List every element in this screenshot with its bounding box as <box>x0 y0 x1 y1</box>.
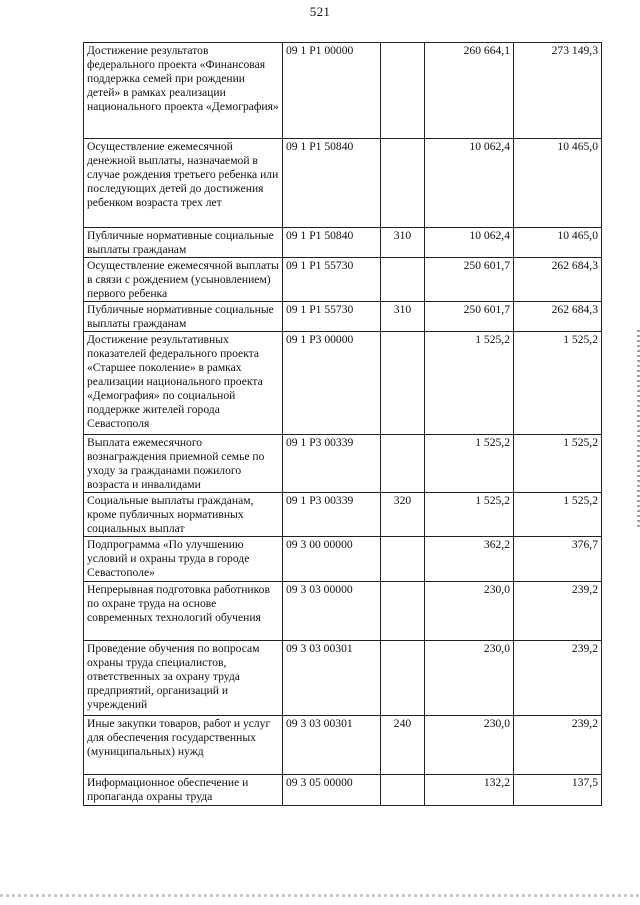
row-amount-year1: 1 525,2 <box>425 493 514 537</box>
row-amount-year1: 260 664,1 <box>425 43 514 139</box>
row-amount-year2: 1 525,2 <box>514 435 602 493</box>
row-amount-year2: 376,7 <box>514 537 602 582</box>
row-kind: 310 <box>381 302 425 332</box>
row-amount-year2: 262 684,3 <box>514 302 602 332</box>
row-kind: 310 <box>381 228 425 258</box>
row-name: Информационное обеспечение и пропаганда охраны труда <box>84 775 283 806</box>
row-amount-year1: 132,2 <box>425 775 514 806</box>
row-code: 09 3 05 00000 <box>283 775 381 806</box>
row-amount-year1: 10 062,4 <box>425 228 514 258</box>
row-amount-year1: 250 601,7 <box>425 258 514 302</box>
row-amount-year1: 250 601,7 <box>425 302 514 332</box>
table-row <box>84 258 602 302</box>
row-amount-year1: 1 525,2 <box>425 332 514 435</box>
row-amount-year2: 137,5 <box>514 775 602 806</box>
row-name: Подпрограмма «По улучшению условий и охраны труда в городе Севастополе» <box>84 537 283 582</box>
row-amount-year2: 10 465,0 <box>514 139 602 228</box>
row-amount-year1: 1 525,2 <box>425 435 514 493</box>
row-name: Социальные выплаты гражданам, кроме публичных нормативных социальных выплат <box>84 493 283 537</box>
row-code: 09 1 P1 00000 <box>283 43 381 139</box>
row-amount-year2: 262 684,3 <box>514 258 602 302</box>
row-name: Проведение обучения по вопросам охраны труда специалистов, ответственных за охрану труда предприятий, организаций и учреждений <box>84 641 283 716</box>
row-code: 09 1 P1 50840 <box>283 139 381 228</box>
budget-table <box>83 42 602 806</box>
row-name: Иные закупки товаров, работ и услуг для обеспечения государственных (муниципальных) нужд <box>84 716 283 775</box>
table-row <box>84 775 602 806</box>
row-code: 09 1 P3 00339 <box>283 435 381 493</box>
table-row <box>84 435 602 493</box>
table-row <box>84 139 602 228</box>
table-row <box>84 332 602 435</box>
table-row <box>84 43 602 139</box>
row-kind <box>381 775 425 806</box>
row-kind <box>381 139 425 228</box>
row-kind <box>381 258 425 302</box>
row-name: Непрерывная подготовка работников по охране труда на основе современных технологий обучения <box>84 582 283 641</box>
row-kind <box>381 582 425 641</box>
row-amount-year1: 230,0 <box>425 716 514 775</box>
row-kind: 320 <box>381 493 425 537</box>
row-amount-year1: 362,2 <box>425 537 514 582</box>
row-kind <box>381 435 425 493</box>
row-amount-year2: 239,2 <box>514 641 602 716</box>
row-code: 09 3 03 00000 <box>283 582 381 641</box>
row-code: 09 1 P1 55730 <box>283 258 381 302</box>
row-name: Осуществление ежемесячной выплаты в связи с рождением (усыновлением) первого ребенка <box>84 258 283 302</box>
scan-bottom-artifact <box>0 894 640 897</box>
table-row <box>84 493 602 537</box>
row-kind <box>381 537 425 582</box>
row-amount-year2: 239,2 <box>514 582 602 641</box>
row-kind: 240 <box>381 716 425 775</box>
table-row <box>84 641 602 716</box>
row-amount-year2: 1 525,2 <box>514 493 602 537</box>
row-name: Осуществление ежемесячной денежной выплаты, назначаемой в случае рождения третьего ребенка или последующих детей до достижения ребенком возраста трех лет <box>84 139 283 228</box>
row-code: 09 3 03 00301 <box>283 716 381 775</box>
row-code: 09 1 P1 50840 <box>283 228 381 258</box>
row-name: Публичные нормативные социальные выплаты гражданам <box>84 228 283 258</box>
page-number: 521 <box>309 4 331 19</box>
row-code: 09 3 00 00000 <box>283 537 381 582</box>
row-kind <box>381 641 425 716</box>
row-amount-year1: 10 062,4 <box>425 139 514 228</box>
row-code: 09 3 03 00301 <box>283 641 381 716</box>
row-amount-year2: 239,2 <box>514 716 602 775</box>
table-row <box>84 537 602 582</box>
row-code: 09 1 P1 55730 <box>283 302 381 332</box>
row-amount-year2: 10 465,0 <box>514 228 602 258</box>
table-row <box>84 716 602 775</box>
row-name: Достижение результативных показателей федерального проекта «Старшее поколение» в рамках реализации национального проекта «Демография» по социальной поддержке жителей города Севастополя <box>84 332 283 435</box>
row-name: Публичные нормативные социальные выплаты гражданам <box>84 302 283 332</box>
row-kind <box>381 332 425 435</box>
table-row <box>84 302 602 332</box>
row-amount-year2: 273 149,3 <box>514 43 602 139</box>
row-amount-year1: 230,0 <box>425 582 514 641</box>
row-kind <box>381 43 425 139</box>
row-code: 09 1 P3 00000 <box>283 332 381 435</box>
table-row <box>84 582 602 641</box>
row-name: Достижение результатов федерального проекта «Финансовая поддержка семей при рождении детей» в рамках реализации национального проекта «Демография» <box>84 43 283 139</box>
row-code: 09 1 P3 00339 <box>283 493 381 537</box>
table-row <box>84 228 602 258</box>
row-name: Выплата ежемесячного вознаграждения приемной семье по уходу за гражданами пожилого возраста и инвалидами <box>84 435 283 493</box>
row-amount-year2: 1 525,2 <box>514 332 602 435</box>
row-amount-year1: 230,0 <box>425 641 514 716</box>
